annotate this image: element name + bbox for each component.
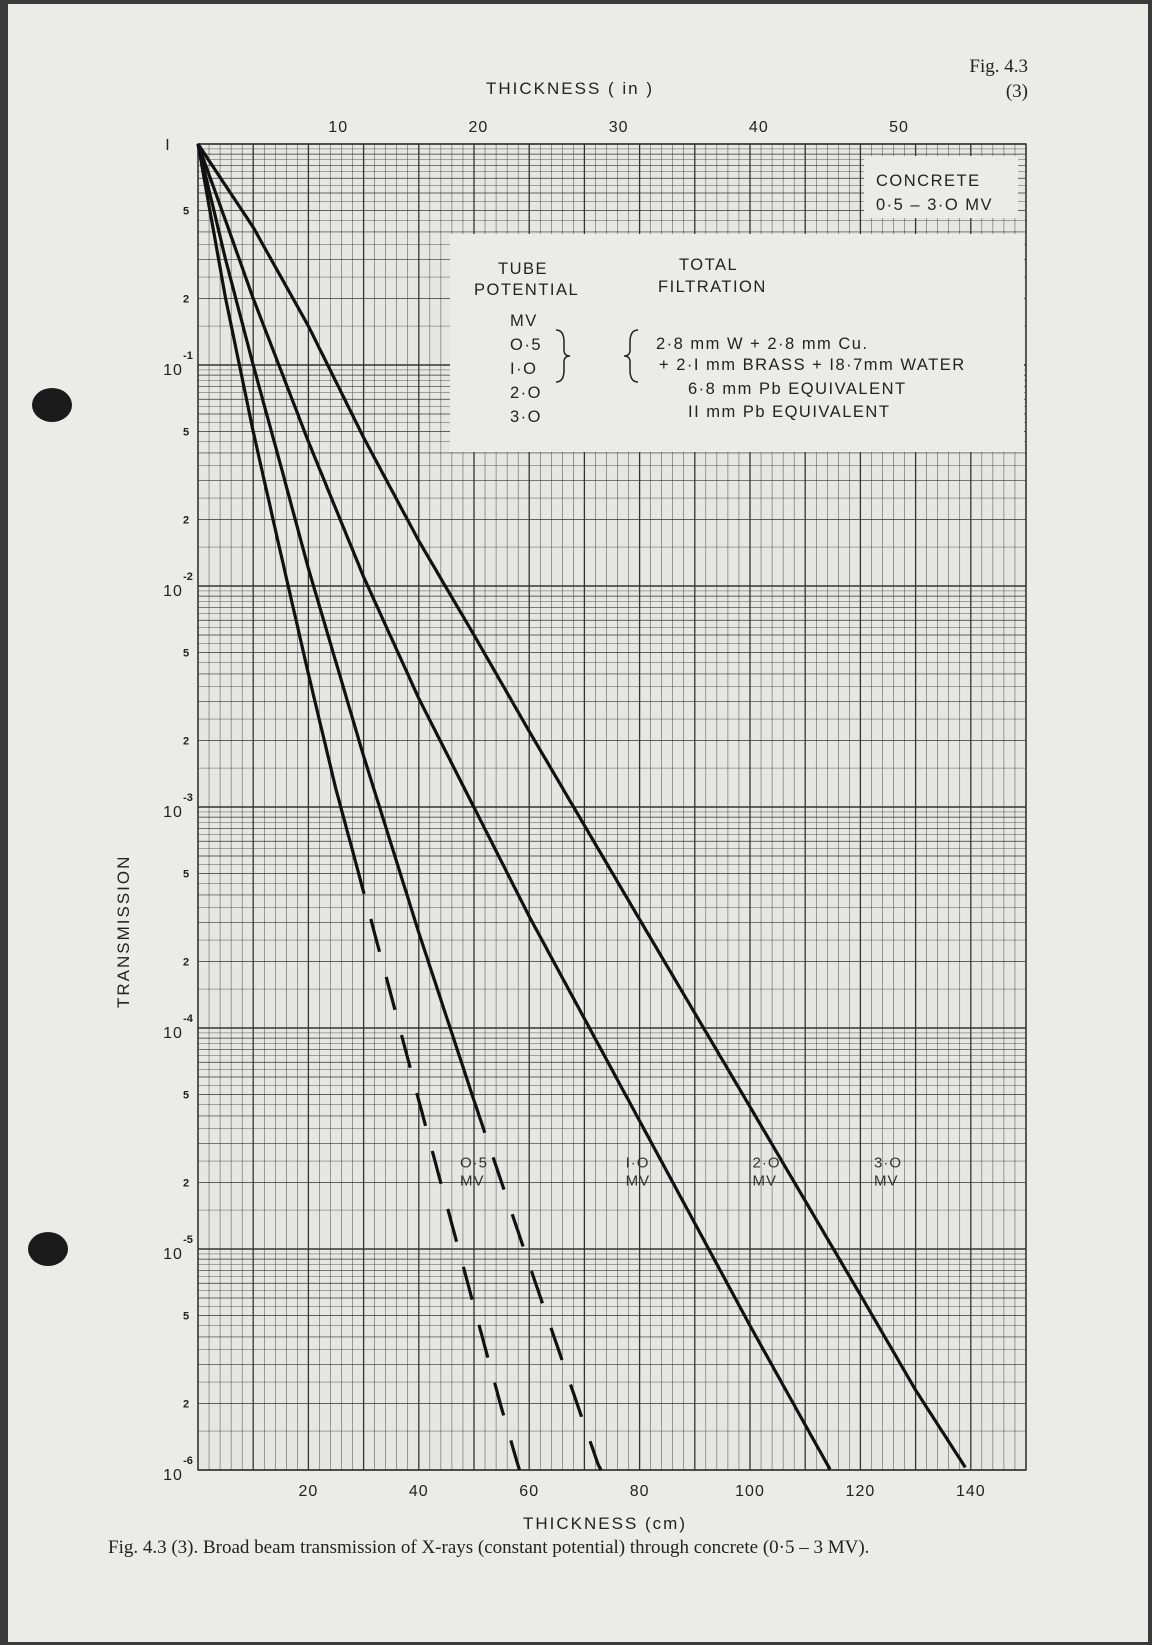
document-page [8,4,1148,1642]
legend-filtration-3: II mm Pb EQUIVALENT [688,403,891,421]
x2-tick-label: 30 [608,119,629,136]
y-minor-label: 2 [182,293,190,306]
legend-unit: MV [510,312,538,330]
curve-label-3-line2: MV [874,1172,899,1190]
y-decade-exp: -1 [183,350,193,362]
figure-number-line1: Fig. 4.3 [969,56,1028,77]
legend-potential-0: O·5 [510,336,543,354]
legend-potential-1: I·O [510,360,538,378]
legend [450,234,1024,452]
legend-col2-header-line1: TOTAL [679,256,739,274]
legend-filtration-2: 6·8 mm Pb EQUIVALENT [688,380,907,398]
y-decade-base: 10 [163,1025,183,1042]
y-minor-label: 5 [182,647,190,660]
figure-caption: Fig. 4.3 (3). Broad beam transmission of X-rays (constant potential) through concrete (0·5 – 3 MV). [108,1537,870,1558]
y-decade-base: I [165,137,171,154]
y-decade-base: 10 [163,583,183,600]
y-minor-label: 2 [182,1177,190,1190]
y-decade-base: 10 [163,1467,183,1484]
curve-label-0-line2: MV [460,1172,485,1190]
x-tick-label: 20 [298,1483,319,1500]
figure-number-line2: (3) [1005,81,1028,102]
y-minor-label: 2 [182,1398,190,1411]
y-decade-exp: -6 [183,1455,193,1467]
y-decade-label [165,137,170,154]
y-decade-label [163,1234,193,1263]
bottom-axis-title: THICKNESS (cm) [523,1514,687,1533]
x2-tick-label: 40 [748,119,769,136]
curve-label-2-line2: MV [752,1172,778,1190]
y-minor-label: 5 [182,868,190,881]
x-tick-label: 60 [519,1483,540,1500]
y-decade-base: 10 [163,1246,183,1263]
legend-col1-header-line2: POTENTIAL [474,281,580,299]
x2-tick-label: 20 [468,119,489,136]
y-decade-exp: -4 [183,1013,193,1025]
y-decade-exp: -5 [183,1234,193,1246]
x-tick-label: 120 [845,1483,876,1500]
curve-label-3-line1: 3·O [874,1154,903,1172]
x2-tick-label: 10 [328,119,349,136]
curve-label-1-line1: I·O [625,1154,650,1172]
chart-title-line1: CONCRETE [876,172,981,190]
legend-col2-header-line2: FILTRATION [658,278,767,296]
y-minor-label: 2 [182,514,190,527]
y-decade-label [163,1013,194,1042]
y-minor-label: 5 [182,426,190,439]
x-tick-label: 100 [735,1483,765,1500]
y-decade-base: 10 [163,362,183,379]
y-minor-label: 2 [182,735,190,748]
y-decade-label [163,1455,193,1484]
y-decade-label [163,350,193,379]
curve-label-0-line1: O·5 [460,1154,489,1172]
y-decade-exp: -3 [183,792,193,804]
y-minor-label: 5 [182,1310,190,1323]
curve-label-2-line1: 2·O [752,1154,781,1172]
transmission-chart [8,4,1148,1642]
y-minor-label: 2 [182,956,190,969]
y-axis-title: TRANSMISSION [114,854,133,1008]
legend-filtration-0: 2·8 mm W + 2·8 mm Cu. [656,335,869,353]
y-minor-label: 5 [182,205,190,218]
chart-title-box [864,156,1018,218]
top-axis-title: THICKNESS ( in ) [486,79,655,98]
x-tick-label: 80 [629,1483,650,1500]
legend-col1-header-line1: TUBE [498,260,549,278]
y-decade-label [163,792,193,821]
y-minor-label: 5 [182,1089,190,1102]
y-decade-base: 10 [163,804,183,821]
chart-title-line2: 0·5 – 3·O MV [876,196,994,214]
x2-tick-label: 50 [889,119,909,136]
y-decade-exp: -2 [183,571,193,583]
y-decade-label [163,571,193,600]
legend-potential-3: 3·O [510,408,543,426]
x-tick-label: 140 [955,1483,986,1500]
curve-label-1-line2: MV [625,1172,651,1190]
x-tick-label: 40 [408,1483,429,1500]
legend-potential-2: 2·O [510,384,543,402]
legend-filtration-1: + 2·I mm BRASS + I8·7mm WATER [659,356,966,374]
